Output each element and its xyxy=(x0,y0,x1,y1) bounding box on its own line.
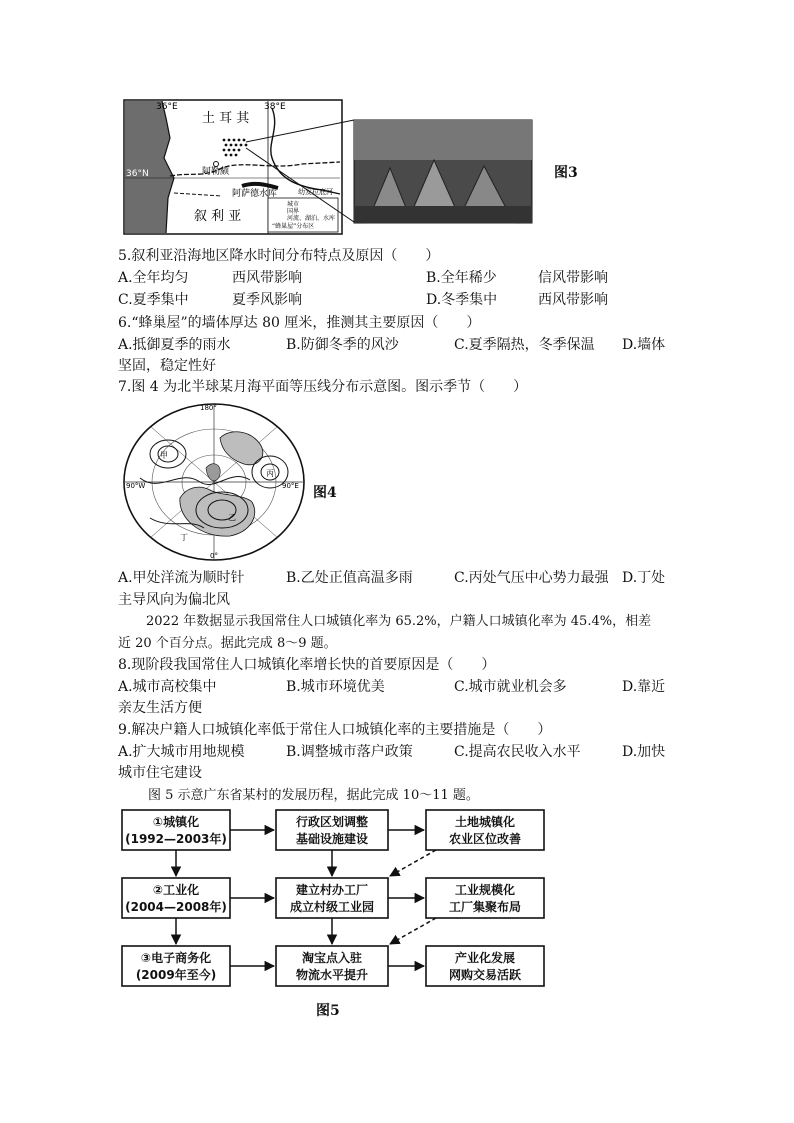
lat36-label: 36°N xyxy=(126,169,149,179)
figure-4-label: 图4 xyxy=(313,485,337,501)
q9-option-b[interactable]: B.调整城市落户政策 xyxy=(286,744,413,760)
legend-item-city: 城市 xyxy=(287,201,300,208)
q6-option-b[interactable]: B.防御冬季的风沙 xyxy=(286,337,399,353)
q7-option-b[interactable]: B.乙处正值高温多雨 xyxy=(286,570,413,586)
q6-option-a[interactable]: A.抵御夏季的雨水 xyxy=(118,337,231,353)
q8-option-c[interactable]: C.城市就业机会多 xyxy=(454,679,567,695)
q5-option-d-reason: 西风带影响 xyxy=(538,292,608,308)
q5-option-b[interactable]: B.全年稀少 xyxy=(426,270,497,286)
box-factory-line-1: 建立村办工厂 xyxy=(295,883,369,897)
figure-4 xyxy=(120,398,310,564)
label-90w: 90°W xyxy=(126,482,146,490)
q7-option-a[interactable]: A.甲处洋流为顺时针 xyxy=(118,570,245,586)
river-label: 幼发拉底河 xyxy=(298,188,333,196)
box-industrialized-line-2: 网购交易活跃 xyxy=(448,968,522,982)
label-0: 0° xyxy=(210,552,218,560)
reservoir-label: 阿萨德水库 xyxy=(232,189,278,199)
box-industrialization-years: (2004—2008年) xyxy=(125,900,227,914)
label-ding: 丁 xyxy=(180,533,188,542)
box-taobao-line-1: 淘宝点入驻 xyxy=(301,951,363,965)
q5-option-c-reason: 夏季风影响 xyxy=(232,292,302,308)
q8-option-d[interactable]: D.靠近 xyxy=(622,679,666,695)
q7-option-c[interactable]: C.丙处气压中心势力最强 xyxy=(454,570,609,586)
figure-5-svg xyxy=(118,806,558,1002)
aleppo-label: 阿勒颇 xyxy=(202,167,230,177)
box-admin-line-1: 行政区划调整 xyxy=(295,815,369,829)
box-industrialized-line-1: 产业化发展 xyxy=(454,951,516,965)
legend-item-water: 河流、湖泊、水库 xyxy=(287,215,336,222)
q9-option-d[interactable]: D.加快 xyxy=(622,744,666,760)
label-yi: 乙 xyxy=(228,513,236,522)
label-jia: 甲 xyxy=(160,451,168,460)
q8-option-a[interactable]: A.城市高校集中 xyxy=(118,679,217,695)
q6-option-d-wrap: 坚固，稳定性好 xyxy=(118,358,216,374)
q6-stem: 6.“蜂巢屋”的墙体厚达 80 厘米，推测其主要原因（ ） xyxy=(118,315,481,331)
lon38-label: 38°E xyxy=(264,102,286,112)
q7-stem: 7.图 4 为北半球某月海平面等压线分布示意图。图示季节（ ） xyxy=(118,379,528,395)
q9-option-c[interactable]: C.提高农民收入水平 xyxy=(454,744,581,760)
q7-option-d[interactable]: D.丁处 xyxy=(622,570,666,586)
figure-4-svg xyxy=(120,398,310,564)
legend-item-border: 国界 xyxy=(287,208,300,215)
box-ecommerce-years: (2009年至今) xyxy=(135,968,217,982)
lon36-label: 36°E xyxy=(156,102,178,112)
turkey-label: 土 耳 其 xyxy=(202,111,250,126)
box-scale-line-1: 工业规模化 xyxy=(454,883,516,897)
q9-option-a[interactable]: A.扩大城市用地规模 xyxy=(118,744,245,760)
passage-10-11: 图 5 示意广东省某村的发展历程，据此完成 10～11 题。 xyxy=(148,788,479,803)
figure-3 xyxy=(122,98,542,238)
label-90e: 90°E xyxy=(282,482,299,490)
figure-3-svg xyxy=(122,98,542,238)
q6-option-c[interactable]: C.夏季隔热，冬季保温 xyxy=(454,337,595,353)
box-factory-line-2: 成立村级工业园 xyxy=(289,900,375,914)
figure-5 xyxy=(118,806,558,1002)
box-urbanization-title: ①城镇化 xyxy=(152,815,200,829)
q8-stem: 8.现阶段我国常住人口城镇化率增长快的首要原因是（ ） xyxy=(118,657,496,673)
box-scale-line-2: 工厂集聚布局 xyxy=(448,900,522,914)
q9-option-d-wrap: 城市住宅建设 xyxy=(118,765,202,781)
box-urbanization-years: (1992—2003年) xyxy=(125,832,227,846)
label-bing: 丙 xyxy=(266,469,274,478)
q5-option-a[interactable]: A.全年均匀 xyxy=(118,270,189,286)
passage-8-9-line-2: 近 20 个百分点。据此完成 8～9 题。 xyxy=(118,636,337,651)
q8-option-d-wrap: 亲友生活方便 xyxy=(118,700,202,716)
q8-option-b[interactable]: B.城市环境优美 xyxy=(286,679,385,695)
box-industrialization-title: ②工业化 xyxy=(152,883,200,897)
q9-stem: 9.解决户籍人口城镇化率低于常住人口城镇化率的主要措施是（ ） xyxy=(118,722,552,738)
passage-8-9-line-1: 2022 年数据显示我国常住人口城镇化率为 65.2%，户籍人口城镇化率为 45.4%，相差 xyxy=(146,614,652,629)
legend-item-beehive: “蜂巢屋”分布区 xyxy=(272,223,315,230)
aleppo-dot xyxy=(214,162,219,167)
q5-option-d[interactable]: D.冬季集中 xyxy=(426,292,498,308)
box-ecommerce-title: ③电子商务化 xyxy=(140,951,212,965)
q7-option-d-wrap: 主导风向为偏北风 xyxy=(118,592,230,608)
box-taobao-line-2: 物流水平提升 xyxy=(295,968,369,982)
figure-5-label: 图5 xyxy=(316,1003,340,1019)
syria-label: 叙 利 亚 xyxy=(194,209,242,224)
q5-option-b-reason: 信风带影响 xyxy=(538,270,608,286)
box-admin-line-2: 基础设施建设 xyxy=(295,832,369,846)
q6-option-d[interactable]: D.墙体 xyxy=(622,337,666,353)
q5-option-a-reason: 西风带影响 xyxy=(232,270,302,286)
box-land-line-2: 农业区位改善 xyxy=(448,832,522,846)
box-land-line-1: 土地城镇化 xyxy=(454,815,516,829)
q5-stem: 5.叙利亚沿海地区降水时间分布特点及原因（ ） xyxy=(118,248,440,264)
q5-option-c[interactable]: C.夏季集中 xyxy=(118,292,189,308)
label-180: 180° xyxy=(200,404,217,412)
figure-3-label: 图3 xyxy=(554,165,578,181)
